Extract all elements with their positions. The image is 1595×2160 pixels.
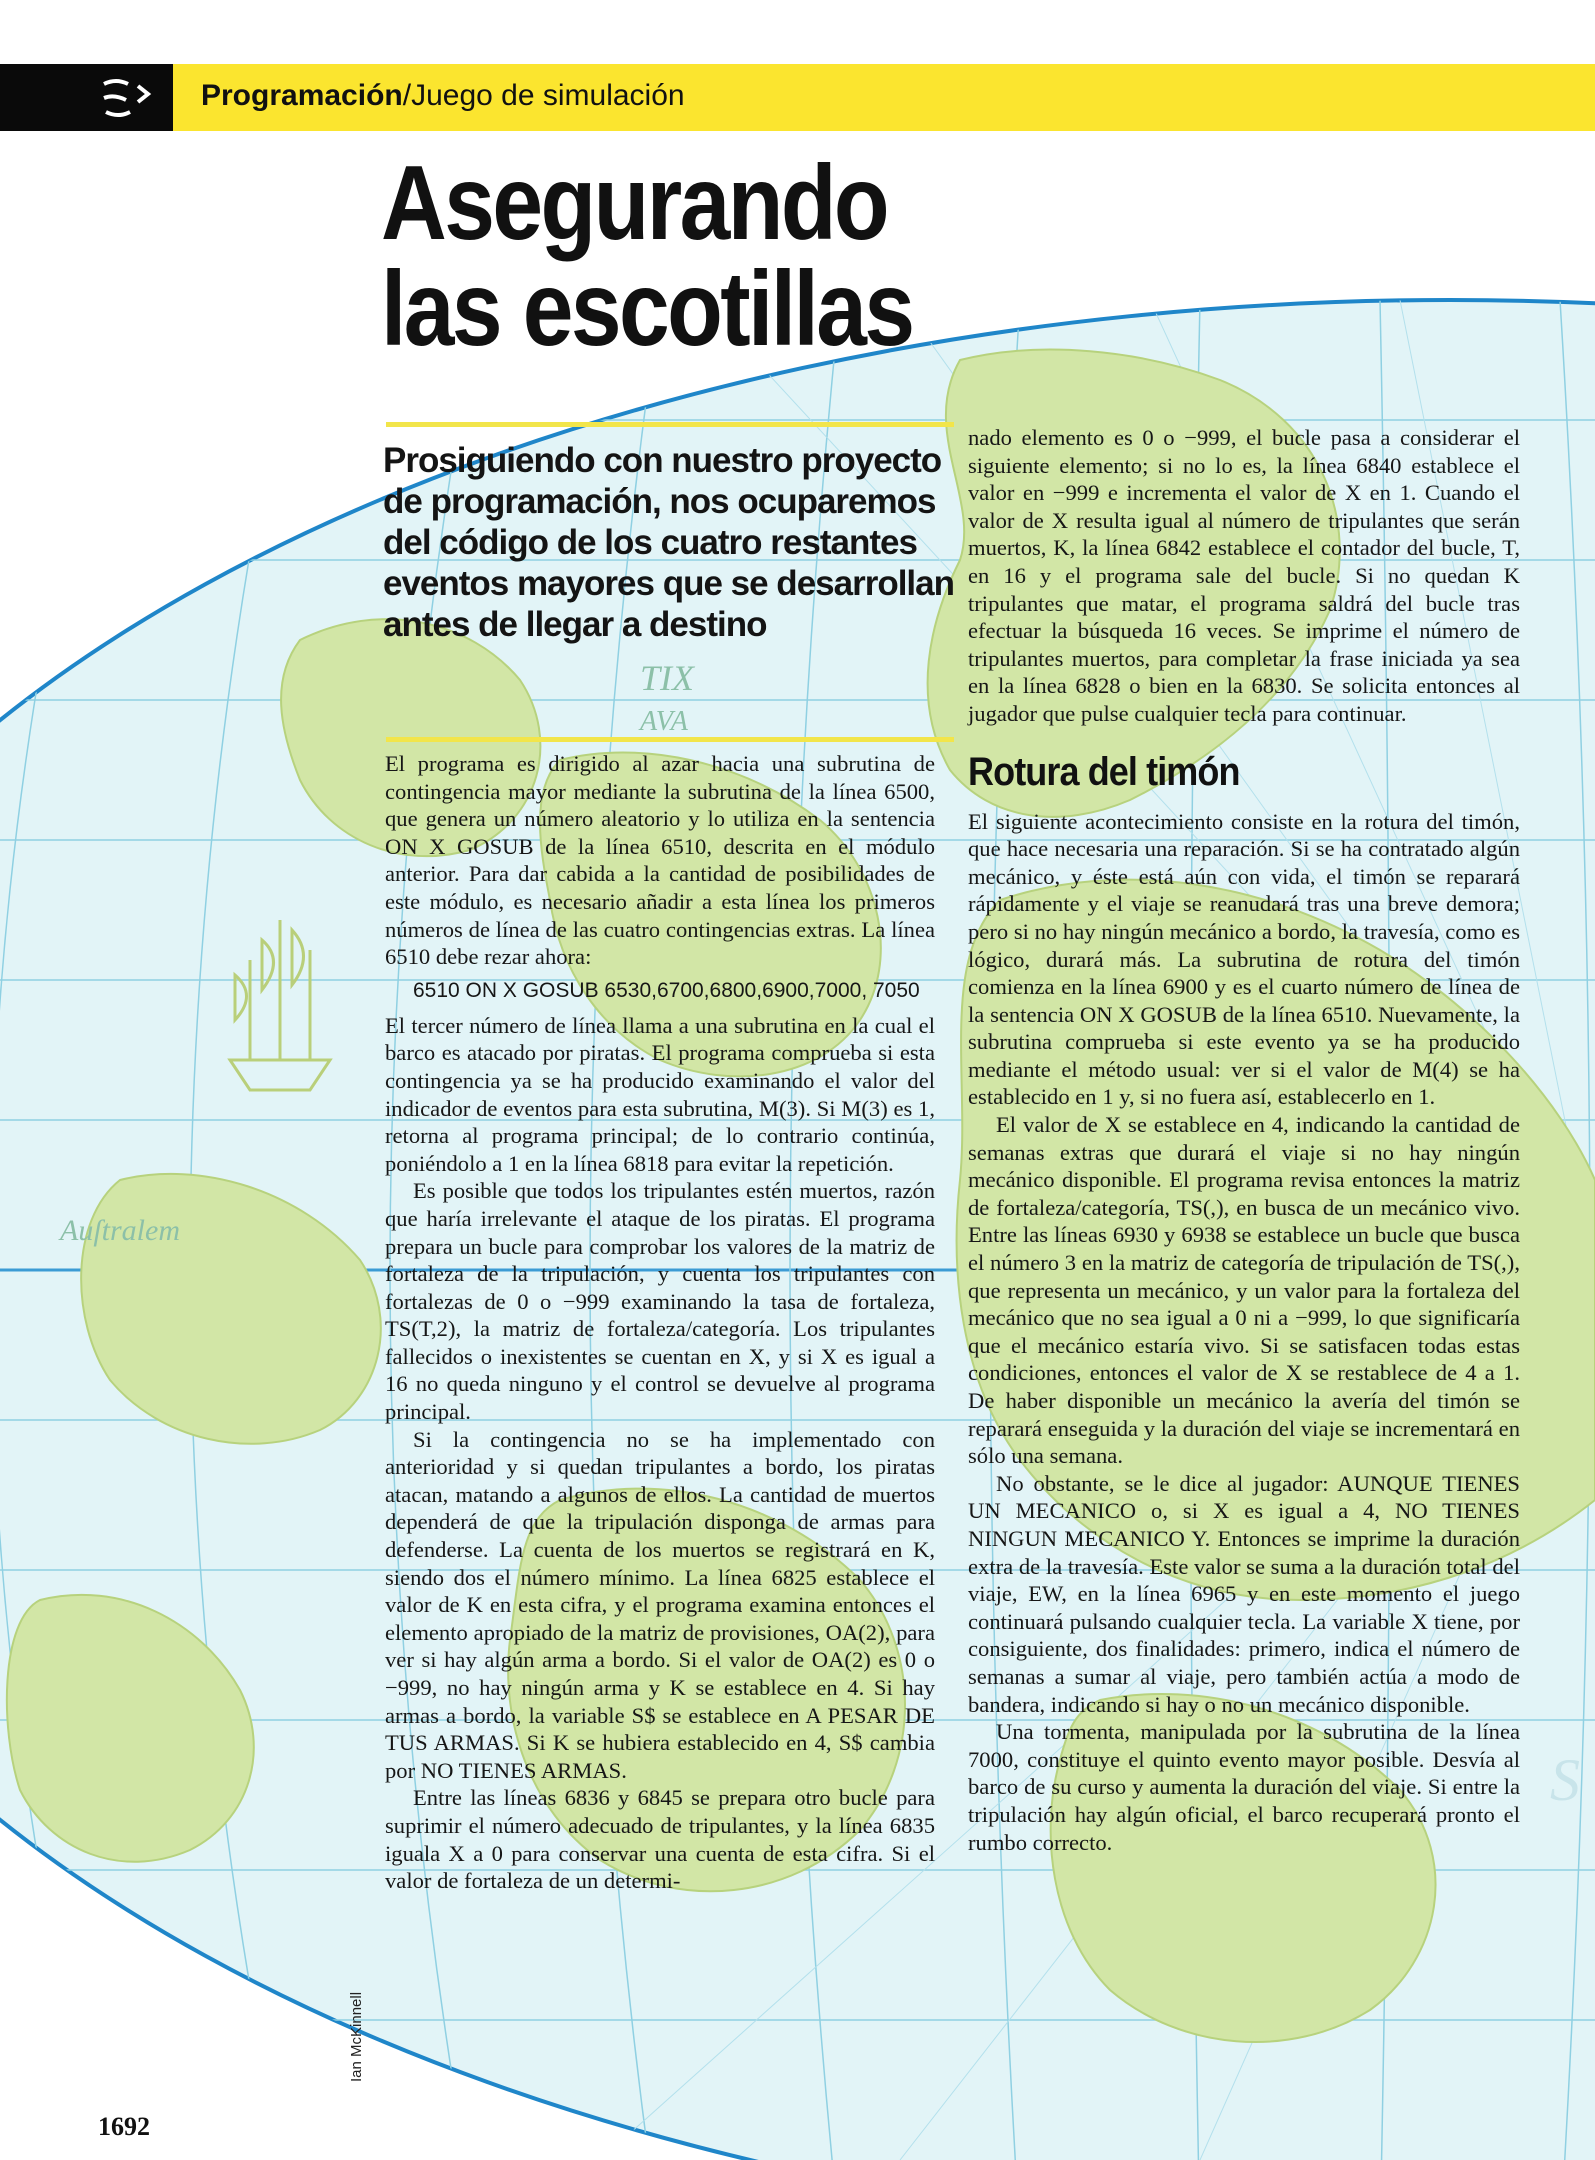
- col1-paragraph-4: Si la contingencia no se ha implementado con anterioridad y si quedan tripulantes a bordo, los piratas atacan, matando a algunos de ellos. La cantidad de muertos dependerá de que la tripulación disponga de armas para defenderse. La cuenta de los muertos se registrará en K, siendo dos el número mínimo. La línea 6825 establece el valor de K en esta cifra, y el programa examina entonces el elemento apropiado de la matriz de provisiones, OA(2), para ver si hay algún arma a bordo. Si el valor de OA(2) es 0 o −999, no hay ningún arma y K se establece en 4. Si hay armas a bordo, la variable S$ se establece en A PESAR DE TUS ARMAS. Si K se hubiera establecido en 4, S$ cambia por NO TIENES ARMAS.: [385, 1426, 935, 1783]
- column-left: [385, 750, 935, 1895]
- cassette-logo-icon: [98, 74, 156, 122]
- svg-text:Auſtralem: Auſtralem: [60, 1214, 180, 1247]
- author-credit: Ian McKinnell: [348, 1991, 365, 2082]
- svg-text:S: S: [1550, 1747, 1580, 1813]
- col1-paragraph-2: El tercer número de línea llama a una subrutina en la cual el barco es atacado por piratas. El programa comprueba si esta contingencia ya se ha producido examinando el valor del indicador de eventos para esta subrutina, M(3). Si M(3) es 1, retorna al programa principal; de lo contrario continúa, poniéndolo a 1 en la línea 6818 para evitar la repetición.: [385, 1012, 935, 1176]
- col1-paragraph-5: Entre las líneas 6836 y 6845 se prepara otro bucle para suprimir el número adecuado de tripulantes, y la línea 6835 iguala X a 0 para conservar una cuenta de esta cifra. Si el valor de fortaleza de un determi-: [385, 1785, 935, 1894]
- svg-text:TIX: TIX: [640, 658, 694, 698]
- col2-paragraph-2: El siguiente acontecimiento consiste en la rotura del timón, que hace necesaria una reparación. Si se ha contratado algún mecánico, y éste está aún con vida, el timón se reparará rápidamente y el viaje se reanudará tras una breve demora; pero si no hay ningún mecánico a bordo, la travesía, como es lógico, durará más. La subrutina de rotura del timón comienza en la línea 6900 y es el cuarto número de línea de la sentencia ON X GOSUB de la línea 6510. Nuevamente, la subrutina comprueba si este evento ya se ha producido mediante el método usual: ver si el valor de M(4) se ha establecido en 1 y, si no fuera así, establecerlo en 1.: [968, 808, 1520, 1110]
- col1-paragraph-1: El programa es dirigido al azar hacia una subrutina de contingencia mayor mediante la subrutina de la línea 6500, que genera un número aleatorio y lo utiliza en la sentencia ON X GOSUB de la línea 6510, descrita en el módulo anterior. Para dar cabida a la cantidad de posibilidades de este módulo, es necesario añadir a esta línea los primeros números de línea de las cuatro contingencias extras. La línea 6510 debe rezar ahora:: [385, 751, 935, 970]
- subsection-name: Juego de simulación: [411, 79, 685, 112]
- code-line-6510: 6510 ON X GOSUB 6530,6700,6800,6900,7000, 7050: [413, 978, 920, 1002]
- article-title: [381, 144, 913, 368]
- intro-bottom-rule: [386, 737, 954, 742]
- section-header: [201, 79, 685, 113]
- section-name: Programación: [201, 79, 403, 112]
- svg-text:AVA: AVA: [640, 706, 688, 737]
- section-separator: /: [402, 79, 412, 112]
- section-heading-rotura: Rotura del timón: [968, 749, 1240, 794]
- col1-paragraph-3: Es posible que todos los tripulantes estén muertos, razón que haría irrelevante el ataque de los piratas. El programa prepara un bucle para comprobar los valores de la matriz de fortaleza de la tripulación, y cuenta los tripulantes con fortalezas de 0 o −999 examinando la tasa de fortaleza, TS(T,2), la matriz de fortaleza/categoría. Los tripulantes fallecidos o inexistentes se cuentan en X, y si X es igual a 16 no queda ninguno y el control se devuelve al programa principal.: [385, 1178, 935, 1425]
- column-right: [968, 424, 1520, 1856]
- title-line-2: las escotillas: [381, 250, 913, 368]
- title-line-1: Asegurando: [381, 144, 888, 262]
- col2-paragraph-5: Una tormenta, manipulada por la subrutina de la línea 7000, constituye el quinto evento mayor posible. Desvía al barco de su curso y aumenta la duración del viaje. Si entre la tripulación hay algún oficial, el barco recuperará pronto el rumbo correcto.: [968, 1719, 1520, 1855]
- page-number: 1692: [98, 2112, 150, 2141]
- col2-paragraph-4: No obstante, se le dice al jugador: AUNQUE TIENES UN MECANICO o, si X es igual a 4, NO TIENES NINGUN MECANICO Y. Entonces se imprime la duración extra de la travesía. Este valor se suma a la duración total del viaje, EW, en la línea 6965 y en este momento el juego continuará pulsando cualquier tecla. La variable X tiene, por consiguiente, dos finalidades: primero, indica el número de semanas a sumar al viaje, pero también actúa a modo de bandera, indicando si hay o no un mecánico disponible.: [968, 1470, 1520, 1717]
- intro-top-rule: [386, 422, 954, 427]
- col2-paragraph-3: El valor de X se establece en 4, indicando la cantidad de semanas extras que durará el viaje si no hay ningún mecánico disponible. El programa revisa entonces la matriz de fortaleza/categoría, TS(,), en busca de un mecánico vivo. Entre las líneas 6930 y 6938 se establece un bucle que busca el número 3 en la matriz de categoría de tripulación de TS(,), que representa un mecánico, y un valor para la fortaleza del mecánico que no sea igual a 0 ni a −999, lo que significaría que el mecánico estaría vivo. Si se satisfacen todas estas condiciones, entonces el valor de X se restablece de 4 a 1. De haber disponible un mecánico la avería del timón se reparará enseguida y la duración del viaje se incrementará en sólo una semana.: [968, 1112, 1520, 1469]
- intro-standfirst: Prosiguiendo con nuestro proyecto de programación, nos ocuparemos del código de los cuatro restantes eventos mayores que se desarrollan antes de llegar a destino: [383, 441, 954, 644]
- col2-paragraph-1: nado elemento es 0 o −999, el bucle pasa a considerar el siguiente elemento; si no lo es, la línea 6840 establece el valor en −999 e incrementa el valor de X en 1. Cuando el valor de X resulta igual al número de tripulantes que serán muertos, K, la línea 6842 establece el contador del bucle, T, en 16 y el programa sale del bucle. Si no quedan K tripulantes que matar, el programa saldrá del bucle tras efectuar la búsqueda 16 veces. Se imprime el número de tripulantes muertos, para completar la frase iniciada ya sea en la línea 6828 o bien en la 6830. Se solicita entonces al jugador que pulse cualquier tecla para continuar.: [968, 425, 1520, 726]
